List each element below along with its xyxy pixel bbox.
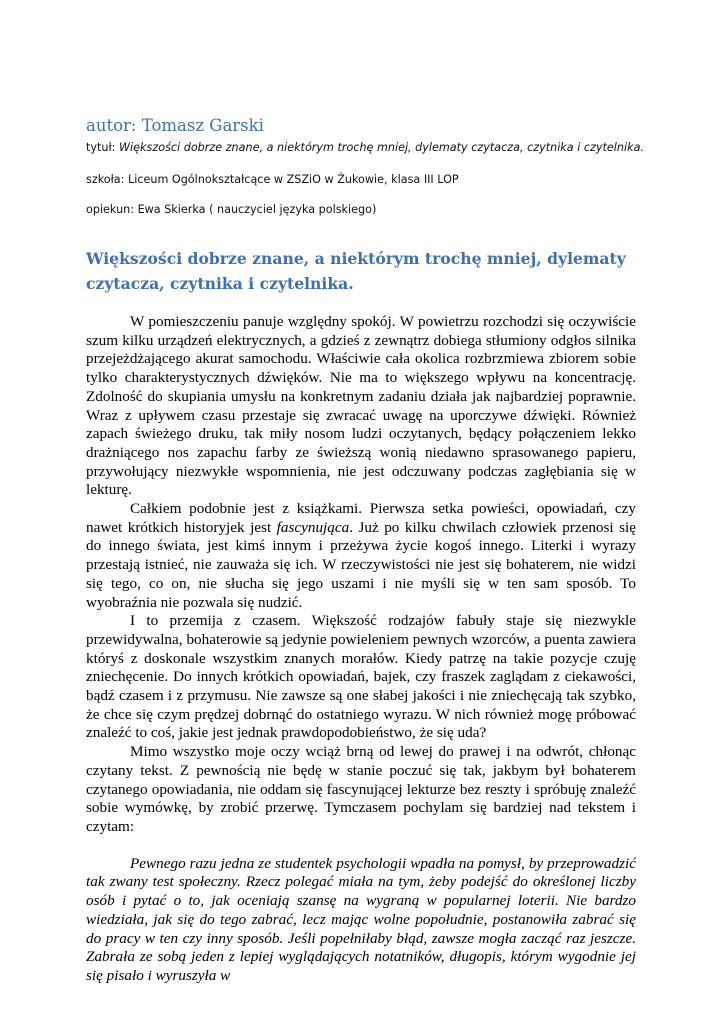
title-line	[86, 141, 644, 154]
title-label: tytuł:	[86, 141, 119, 154]
title-value: Większości dobrze znane, a niektórym trochę mniej, dylematy czytacza, czytnika i czytelnika.	[119, 141, 644, 154]
paragraph-4: Mimo wszystko moje oczy wciąż brną od lewej do prawej i na odwrót, chłonąc czytany tekst. Z pewnością nie będę w stanie poczuć się tak, jakbym był bohaterem czytanego opowiadania, nie oddam się fascynującej lekturze bez reszty i spróbuję znaleźć sobie wymówkę, by zrobić przerwę. Tymczasem pochylam się bardziej nad tekstem i czytam:	[86, 743, 636, 835]
paragraph-2-emphasis: fascynująca	[276, 518, 350, 536]
paragraph-2-start: Całkiem podobnie jest z książkami. Pierwsza setka powieści, opowiadań, czy nawet krótkich historyjek jest	[86, 500, 636, 536]
document-heading: Większości dobrze znane, a niektórym trochę mniej, dylematy czytacza, czytnika i czytelnika.	[86, 249, 626, 293]
school-line: szkoła: Liceum Ogólnokształcące w ZSZiO w Żukowie, klasa III LOP	[86, 173, 459, 186]
author-line: autor: Tomasz Garski	[86, 116, 264, 135]
tutor-line: opiekun: Ewa Skierka ( nauczyciel języka polskiego)	[86, 203, 377, 216]
paragraph-2-end: . Już po kilku chwilach człowiek przenosi się do innego świata, jest kimś innym i przeżywa życie kogoś innego. Literki i wyrazy przestają istnieć, nie zauważa się ich. W rzeczywistości nie jest się bohaterem, nie widzi się tego, co on, nie słucha się jego uszami i nie myśli się w ten sam sposób. To wyobraźnia nie pozwala się nudzić.	[86, 518, 636, 611]
quoted-story: Pewnego razu jedna ze studentek psychologii wpadła na pomysł, by przeprowadzić tak zwany test społeczny. Rzecz polegać miała na tym, żeby podejść do określonej liczby osób i pytać o to, jak oceniają szansę na wygraną w popularnej loterii. Nie bardzo wiedziała, jak się do tego zabrać, lecz mając wolne popołudnie, postanowiła zabrać się do pracy w ten czy inny sposób. Jeśli popełniłaby błąd, zawsze mogła zacząć raz jeszcze. Zabrała ze sobą jeden z lepiej wyglądających notatników, długopis, którym wygodnie jej się pisało i wyruszyła w	[86, 854, 636, 984]
document-body	[86, 313, 636, 986]
paragraph-1: W pomieszczeniu panuje względny spokój. W powietrzu rozchodzi się oczywiście szum kilku urządzeń elektrycznych, a gdzieś z zewnątrz dobiega stłumiony odgłos silnika przejeżdżającego akurat samochodu. Właściwie cała okolica rozbrzmiewa zbiorem sobie tylko charakterystycznych dźwięków. Nie ma to większego wpływu na koncentrację. Zdolność do skupiania umysłu na konkretnym zadaniu działa jak najbardziej poprawnie. Wraz z upływem czasu przestaje się zwracać uwagę na uporczywe dźwięki. Również zapach świeżego druku, tak miły nosom ludzi oczytanych, będący połączeniem lekko drażniącego nos zapachu farby ze świeższą wonią niedawno sprasowanego papieru, przywołujący niezwykłe wspomnienia, nie jest odczuwany podczas zagłębiania się w lekturę.	[86, 313, 636, 499]
paragraph-2	[86, 500, 636, 612]
paragraph-3: I to przemija z czasem. Większość rodzajów fabuły staje się niezwykle przewidywalna, bohaterowie są jedynie powieleniem pewnych wzorców, a puenta zawiera któryś z doskonale wszystkim znanych morałów. Kiedy patrzę na takie pozycje czuję zniechęcenie. Do innych krótkich opowiadań, bajek, czy fraszek zaglądam z ciekawości, bądź czasem i z przymusu. Nie zawsze są one słabej jakości i nie zniechęcają tak szybko, że chce się czym prędzej dobrnąć do ostatniego wyrazu. W nich również mogę próbować znaleźć to coś, jakie jest jednak prawdopodobieństwo, że się uda?	[86, 612, 636, 742]
